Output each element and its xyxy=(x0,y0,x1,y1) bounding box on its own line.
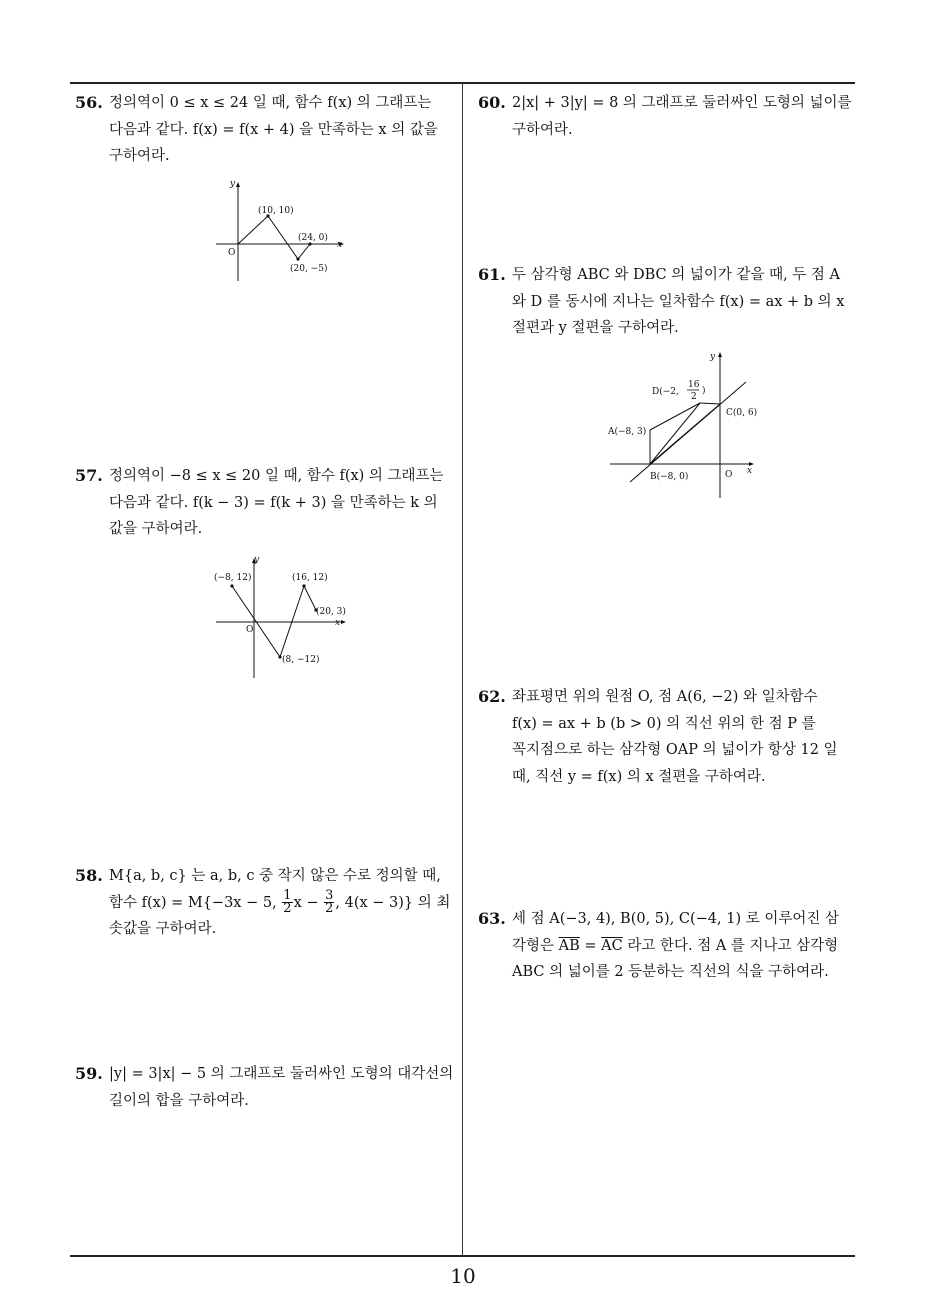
problem-number: 60. xyxy=(478,93,506,112)
problem-text-line: M{a, b, c} 는 a, b, c 중 작지 않은 수로 정의할 때, xyxy=(109,868,441,884)
problem-text-line: 때, 직선 y = f(x) 의 x 절편을 구하여라. xyxy=(512,768,766,785)
denominator: 2 xyxy=(325,901,334,916)
point-label: (20, 3) xyxy=(316,607,346,617)
problem-61 xyxy=(478,262,858,342)
problem-59 xyxy=(75,1061,460,1114)
origin-label: O xyxy=(725,470,733,480)
problem-text-line: 좌표평면 위의 원점 O, 점 A(6, −2) 와 일차함수 xyxy=(512,689,818,705)
denominator: 2 xyxy=(283,901,292,916)
point-label-a: A(−8, 3) xyxy=(608,427,647,437)
problem-57 xyxy=(75,463,460,543)
problem-text-line: 솟값을 구하여라. xyxy=(109,921,217,937)
x-axis-label: x xyxy=(747,466,753,476)
problem-56 xyxy=(75,90,460,170)
problem-text-line: 두 삼각형 ABC 와 DBC 의 넓이가 같을 때, 두 점 A xyxy=(512,267,841,283)
origin-label: O xyxy=(246,625,254,635)
problem-62 xyxy=(478,684,858,790)
point-label: (16, 12) xyxy=(292,573,328,583)
text-segment: 각형은 xyxy=(512,937,555,954)
problem-text-line: 다음과 같다. f(k − 3) = f(k + 3) 을 만족하는 k 의 xyxy=(109,494,438,511)
point-label: (24, 0) xyxy=(298,233,328,243)
segment-ac: $\overline{AC}$ xyxy=(601,937,623,954)
problem-text-line: 정의역이 0 ≤ x ≤ 24 일 때, 함수 f(x) 의 그래프는 xyxy=(109,95,432,111)
point-label-b: B(−8, 0) xyxy=(650,472,689,482)
problem-number: 58. xyxy=(75,866,103,885)
graph-57 xyxy=(210,552,360,682)
graph-56 xyxy=(210,176,350,286)
x-axis-label: x xyxy=(335,618,341,628)
text-segment: 라고 한다. 점 A 를 지나고 삼각형 xyxy=(627,937,839,954)
numerator: 1 xyxy=(283,888,292,903)
page-number: 10 xyxy=(450,1264,476,1288)
problem-number: 61. xyxy=(478,265,506,284)
bottom-rule xyxy=(70,1255,855,1257)
point-label: (−8, 12) xyxy=(214,573,252,583)
text-segment: = xyxy=(584,937,597,954)
problem-text-line: 세 점 A(−3, 4), B(0, 5), C(−4, 1) 로 이루어진 삼 xyxy=(512,911,840,927)
point-label-d: D(−2, xyxy=(652,387,679,397)
text-segment: x − xyxy=(293,894,319,911)
problem-text-line: |y| = 3|x| − 5 의 그래프로 둘러싸인 도형의 대각선의 xyxy=(109,1066,454,1082)
y-axis-label: y xyxy=(254,555,260,565)
point-label-d-close: ) xyxy=(702,386,706,396)
point-label: (8, −12) xyxy=(282,655,320,665)
problem-number: 57. xyxy=(75,466,103,485)
problem-number: 59. xyxy=(75,1064,103,1083)
fraction xyxy=(282,890,292,915)
column-divider xyxy=(462,83,463,1256)
problem-text-line: 구하여라. xyxy=(512,121,573,138)
problem-text-line xyxy=(512,933,858,960)
numerator: 3 xyxy=(325,888,334,903)
problem-text-line: 절편과 y 절편을 구하여라. xyxy=(512,320,679,336)
point-label-c: C(0, 6) xyxy=(726,408,758,418)
problem-text-line xyxy=(109,890,460,917)
y-axis-label: y xyxy=(710,352,716,362)
problem-text-line: 2|x| + 3|y| = 8 의 그래프로 둘러싸인 도형의 넓이를 xyxy=(512,95,852,111)
numerator: 16 xyxy=(688,380,700,390)
y-axis-label: y xyxy=(229,179,235,189)
problem-text-line: 다음과 같다. f(x) = f(x + 4) 을 만족하는 x 의 값을 xyxy=(109,121,438,138)
text-segment: 함수 f(x) = M{−3x − 5, xyxy=(109,894,277,911)
x-axis-label: x xyxy=(337,240,343,250)
problem-text-line: 길이의 합을 구하여라. xyxy=(109,1092,249,1109)
problem-number: 63. xyxy=(478,909,506,928)
problem-number: 56. xyxy=(75,93,103,112)
segment-ab: $\overline{AB}$ xyxy=(558,937,580,954)
problem-58 xyxy=(75,863,460,943)
problem-number: 62. xyxy=(478,687,506,706)
problem-text-line: f(x) = ax + b (b > 0) 의 직선 위의 한 점 P 를 xyxy=(512,715,816,732)
fraction xyxy=(324,890,334,915)
problem-60 xyxy=(478,90,858,143)
point-label: (10, 10) xyxy=(258,206,294,216)
problem-text-line: 와 D 를 동시에 지나는 일차함수 f(x) = ax + b 의 x xyxy=(512,293,845,310)
point-label: (20, −5) xyxy=(290,264,328,274)
graph-61 xyxy=(600,346,765,501)
problem-text-line: 정의역이 −8 ≤ x ≤ 20 일 때, 함수 f(x) 의 그래프는 xyxy=(109,468,444,484)
text-segment: , 4(x − 3)} 의 최 xyxy=(335,894,451,911)
problem-63 xyxy=(478,906,858,986)
problem-text-line: 구하여라. xyxy=(109,148,170,164)
problem-text-line: ABC 의 넓이를 2 등분하는 직선의 식을 구하여라. xyxy=(512,964,829,980)
problem-text-line: 꼭지점으로 하는 삼각형 OAP 의 넓이가 항상 12 일 xyxy=(512,742,838,758)
problem-text-line: 값을 구하여라. xyxy=(109,521,203,537)
denominator: 2 xyxy=(691,392,697,402)
origin-label: O xyxy=(228,248,236,258)
